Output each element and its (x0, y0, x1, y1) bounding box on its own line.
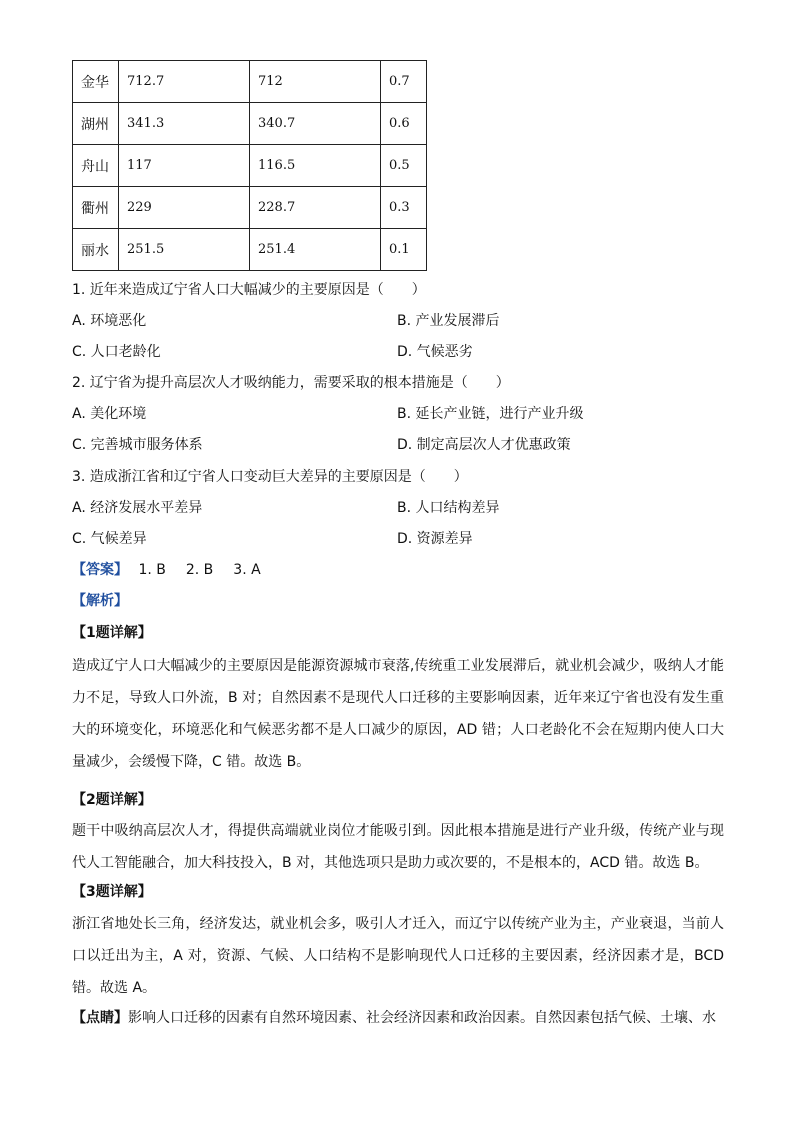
question-2-option-d: D. 制定高层次人才优惠政策 (397, 437, 571, 453)
table-row (73, 103, 427, 145)
answer-3: 3. A (233, 562, 261, 578)
section-2-text: 题干中吸纳高层次人才，得提供高端就业岗位才能吸引到。因此根本措施是进行产业升级，传统产业与现代人工智能融合，加大科技投入，B 对，其他选项只是助力或次要的，不是根本的，ACD 错。故选 B。 (72, 823, 724, 871)
question-1-option-b: B. 产业发展滞后 (397, 313, 500, 329)
answer-1: 1. B (138, 562, 166, 578)
table-cell-city: 金华 (73, 61, 119, 103)
answer-label: 【答案】 (72, 562, 128, 578)
question-3-option-a: A. 经济发展水平差异 (72, 500, 203, 516)
table-cell-v3: 0.6 (381, 103, 427, 145)
question-2-stem: 2. 辽宁省为提升高层次人才吸纳能力，需要采取的根本措施是（ ） (72, 375, 510, 391)
question-1-option-c: C. 人口老龄化 (72, 344, 161, 360)
table-cell-v1: 712.7 (119, 61, 250, 103)
answer-line (72, 560, 281, 580)
table-cell-city: 衢州 (73, 187, 119, 229)
question-3-stem: 3. 造成浙江省和辽宁省人口变动巨大差异的主要原因是（ ） (72, 469, 468, 485)
answer-2: 2. B (185, 562, 214, 578)
table-cell-v2: 251.4 (250, 229, 381, 271)
table-cell-v1: 229 (119, 187, 250, 229)
question-2-option-b: B. 延长产业链，进行产业升级 (397, 406, 584, 422)
question-1-stem: 1. 近年来造成辽宁省人口大幅减少的主要原因是（ ） (72, 282, 426, 298)
question-2-option-c: C. 完善城市服务体系 (72, 437, 203, 453)
table-cell-v3: 0.3 (381, 187, 427, 229)
table-row (73, 61, 427, 103)
table-row (73, 229, 427, 271)
table-row (73, 145, 427, 187)
table-cell-v2: 116.5 (250, 145, 381, 187)
tip-text: 影响人口迁移的因素有自然环境因素、社会经济因素和政治因素。自然因素包括气候、土壤、水 (128, 1010, 716, 1026)
question-1-option-a: A. 环境恶化 (72, 313, 147, 329)
analysis-label-text: 【解析】 (72, 593, 128, 609)
section-1-title: 【1题详解】 (72, 625, 152, 641)
question-2-option-a: A. 美化环境 (72, 406, 147, 422)
table-cell-v3: 0.1 (381, 229, 427, 271)
table-cell-v1: 117 (119, 145, 250, 187)
analysis-label (72, 591, 128, 611)
table-cell-city: 丽水 (73, 229, 119, 271)
table-cell-city: 湖州 (73, 103, 119, 145)
table-cell-v1: 341.3 (119, 103, 250, 145)
table-cell-v2: 340.7 (250, 103, 381, 145)
question-1-option-d: D. 气候恶劣 (397, 344, 473, 360)
section-3-text: 浙江省地处长三角，经济发达，就业机会多，吸引人才迁入，而辽宁以传统产业为主，产业衰退，当前人口以迁出为主，A 对，资源、气候、人口结构不是影响现代人口迁移的主要因素，经济因素才是，BCD 错。故选 A。 (72, 916, 724, 996)
question-3-option-c: C. 气候差异 (72, 531, 147, 547)
question-3-option-d: D. 资源差异 (397, 531, 473, 547)
table-cell-v2: 228.7 (250, 187, 381, 229)
table-cell-v1: 251.5 (119, 229, 250, 271)
question-3-option-b: B. 人口结构差异 (397, 500, 500, 516)
population-table (72, 60, 427, 271)
section-3-title: 【3题详解】 (72, 884, 152, 900)
table-cell-v3: 0.5 (381, 145, 427, 187)
table-cell-v2: 712 (250, 61, 381, 103)
tip-line (72, 1008, 716, 1028)
table-cell-v3: 0.7 (381, 61, 427, 103)
tip-label: 【点睛】 (72, 1010, 128, 1026)
table-row (73, 187, 427, 229)
section-1-text: 造成辽宁人口大幅减少的主要原因是能源资源城市衰落,传统重工业发展滞后，就业机会减少，吸纳人才能力不足，导致人口外流，B 对；自然因素不是现代人口迁移的主要影响因素，近年来辽宁省也没有发生重大的环境变化，环境恶化和气候恶劣都不是人口减少的原因，AD 错；人口老龄化不会在短期内使人口大量减少，会缓慢下降，C 错。故选 B。 (72, 658, 724, 770)
table-cell-city: 舟山 (73, 145, 119, 187)
section-2-title: 【2题详解】 (72, 792, 152, 808)
